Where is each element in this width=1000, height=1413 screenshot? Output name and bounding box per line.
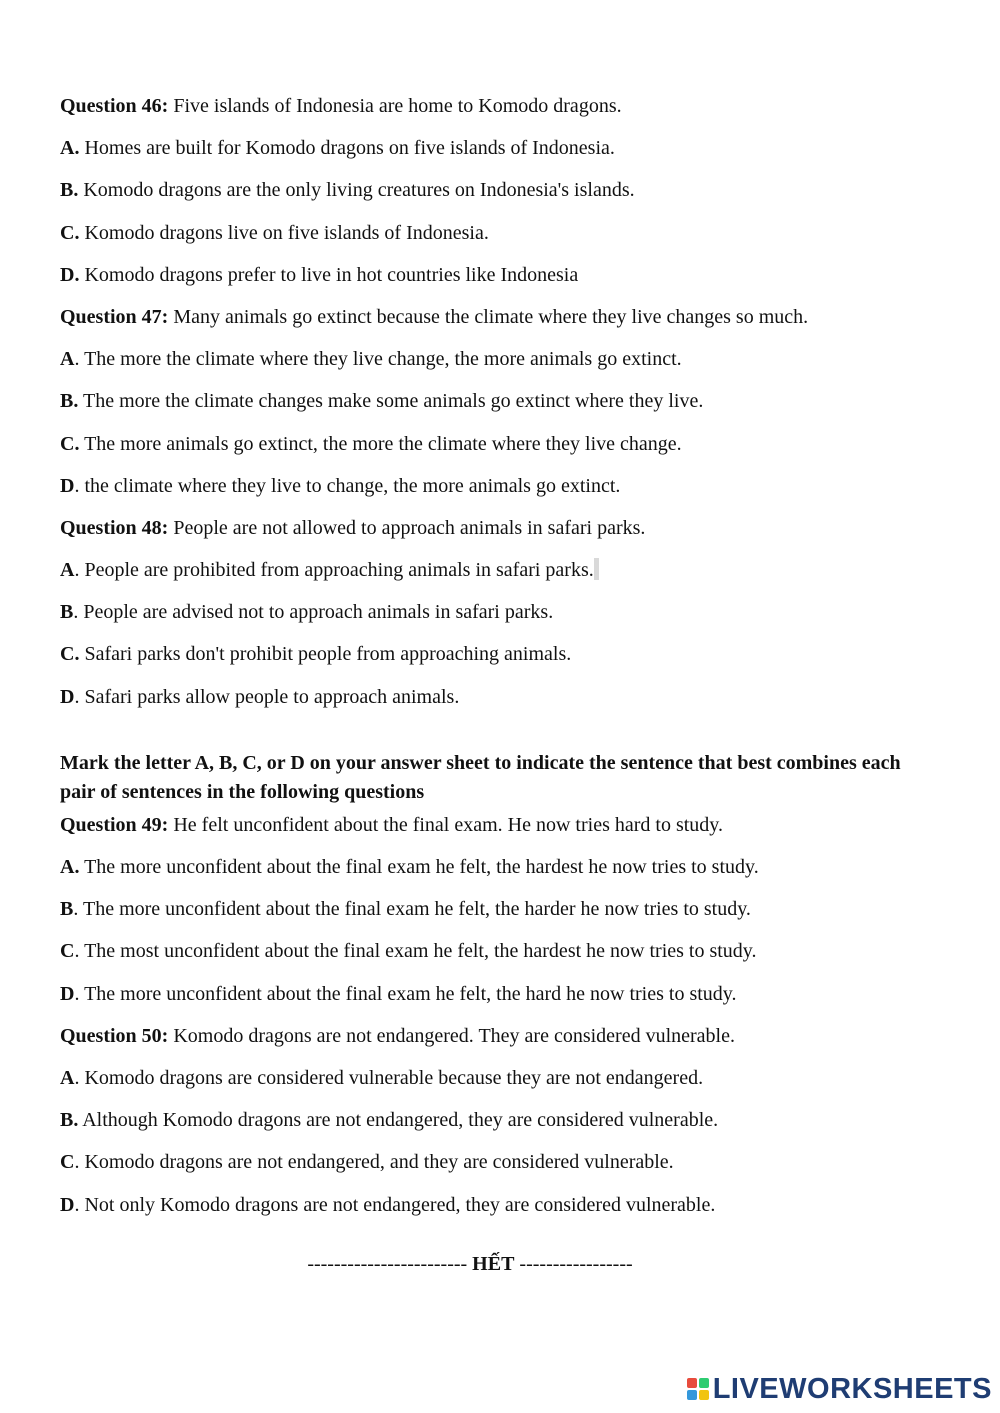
- option-text: . The more the climate where they live change, the more animals go extinct.: [74, 348, 682, 371]
- question-number: Question 47:: [60, 305, 169, 328]
- question-number: Question 48:: [60, 516, 169, 539]
- question-text: Many animals go extinct because the climate where they live changes so much.: [168, 305, 809, 328]
- answer-option: [60, 1066, 960, 1108]
- option-text: . Komodo dragons are considered vulnerable because they are not endangered.: [74, 1066, 704, 1089]
- option-text: . Komodo dragons are not endangered, and they are considered vulnerable.: [74, 1151, 674, 1174]
- option-text: Although Komodo dragons are not endangered, they are considered vulnerable.: [78, 1109, 719, 1132]
- answer-option: [60, 600, 960, 642]
- answer-option: [60, 1108, 960, 1150]
- option-letter: C: [60, 940, 75, 963]
- option-text: Homes are built for Komodo dragons on five islands of Indonesia.: [79, 137, 615, 160]
- option-letter: A: [60, 559, 75, 582]
- option-letter: B.: [60, 1109, 79, 1132]
- option-text: Komodo dragons prefer to live in hot countries like Indonesia: [79, 263, 579, 286]
- option-text: The more animals go extinct, the more the climate where they live change.: [79, 432, 682, 455]
- questions-part-1: [60, 94, 960, 727]
- option-letter: A.: [60, 137, 80, 160]
- option-text: . People are advised not to approach animals in safari parks.: [73, 601, 554, 624]
- liveworksheets-logo[interactable]: [687, 1373, 992, 1405]
- answer-option: [60, 347, 960, 389]
- option-text: The more the climate changes make some animals go extinct where they live.: [78, 390, 704, 413]
- answer-option: [60, 939, 960, 981]
- option-letter: B: [60, 601, 74, 624]
- answer-option: [60, 432, 960, 474]
- logo-blocks-icon: [687, 1378, 709, 1400]
- answer-option: [60, 685, 960, 727]
- option-letter: C.: [60, 643, 80, 666]
- option-letter: B.: [60, 390, 79, 413]
- question-stem: [60, 94, 960, 136]
- answer-option: [60, 1193, 960, 1235]
- answer-option: [60, 474, 960, 516]
- answer-option: [60, 897, 960, 939]
- option-letter: A: [60, 348, 75, 371]
- answer-option: [60, 982, 960, 1024]
- option-letter: D: [60, 982, 75, 1005]
- answer-option: [60, 221, 960, 263]
- worksheet-page: [60, 94, 960, 1235]
- option-text: Safari parks don't prohibit people from approaching animals.: [79, 643, 572, 666]
- option-letter: B: [60, 898, 74, 921]
- answer-option: [60, 855, 960, 897]
- end-marker-right-dashes: -----------------: [519, 1253, 633, 1275]
- option-letter: C.: [60, 432, 80, 455]
- option-letter: D: [60, 685, 75, 708]
- answer-option: [60, 558, 960, 600]
- option-text: . Safari parks allow people to approach animals.: [74, 685, 460, 708]
- option-letter: D: [60, 1193, 75, 1216]
- question-stem: [60, 1024, 960, 1066]
- option-text: . The more unconfident about the final exam he felt, the harder he now tries to study.: [73, 898, 751, 921]
- option-text: . The most unconfident about the final exam he felt, the hardest he now tries to study.: [74, 940, 757, 963]
- answer-option: [60, 136, 960, 178]
- text-cursor-mark: [594, 558, 599, 580]
- option-text: Komodo dragons live on five islands of Indonesia.: [79, 221, 489, 244]
- answer-option: [60, 389, 960, 431]
- answer-option: [60, 178, 960, 220]
- question-number: Question 50:: [60, 1024, 169, 1047]
- question-stem: [60, 813, 960, 855]
- section-instruction: Mark the letter A, B, C, or D on your answer sheet to indicate the sentence that best combines each pair of sentences in the following questions: [60, 751, 901, 803]
- option-text: Komodo dragons are the only living creatures on Indonesia's islands.: [78, 179, 635, 202]
- option-letter: C: [60, 1151, 75, 1174]
- option-letter: B.: [60, 179, 79, 202]
- question-stem: [60, 305, 960, 347]
- logo-block-4: [699, 1390, 709, 1400]
- question-text: People are not allowed to approach animals in safari parks.: [168, 516, 646, 539]
- option-text: . the climate where they live to change, the more animals go extinct.: [74, 474, 621, 497]
- answer-option: [60, 642, 960, 684]
- end-marker-word: HẾT: [472, 1253, 515, 1275]
- questions-part-2: [60, 813, 960, 1235]
- logo-text: LIVEWORKSHEETS: [712, 1372, 992, 1405]
- option-letter: D.: [60, 263, 80, 286]
- answer-option: [60, 263, 960, 305]
- question-number: Question 49:: [60, 813, 169, 836]
- logo-block-2: [699, 1378, 709, 1388]
- option-letter: C.: [60, 221, 80, 244]
- question-text: He felt unconfident about the final exam. He now tries hard to study.: [168, 813, 724, 836]
- end-marker-left-dashes: ------------------------: [307, 1253, 468, 1275]
- option-text: The more unconfident about the final exam he felt, the hardest he now tries to study.: [79, 856, 759, 878]
- logo-block-3: [687, 1390, 697, 1400]
- option-letter: A.: [60, 856, 80, 878]
- question-text: Five islands of Indonesia are home to Komodo dragons.: [168, 95, 622, 117]
- option-text: . The more unconfident about the final exam he felt, the hard he now tries to study.: [74, 982, 737, 1005]
- end-marker: [0, 1252, 940, 1276]
- question-number: Question 46:: [60, 95, 169, 117]
- logo-block-1: [687, 1378, 697, 1388]
- question-stem: [60, 516, 960, 558]
- option-letter: D: [60, 474, 75, 497]
- answer-option: [60, 1150, 960, 1192]
- question-text: Komodo dragons are not endangered. They are considered vulnerable.: [168, 1024, 735, 1047]
- option-text: . People are prohibited from approaching animals in safari parks.: [74, 559, 594, 582]
- option-letter: A: [60, 1066, 75, 1089]
- option-text: . Not only Komodo dragons are not endangered, they are considered vulnerable.: [74, 1193, 716, 1216]
